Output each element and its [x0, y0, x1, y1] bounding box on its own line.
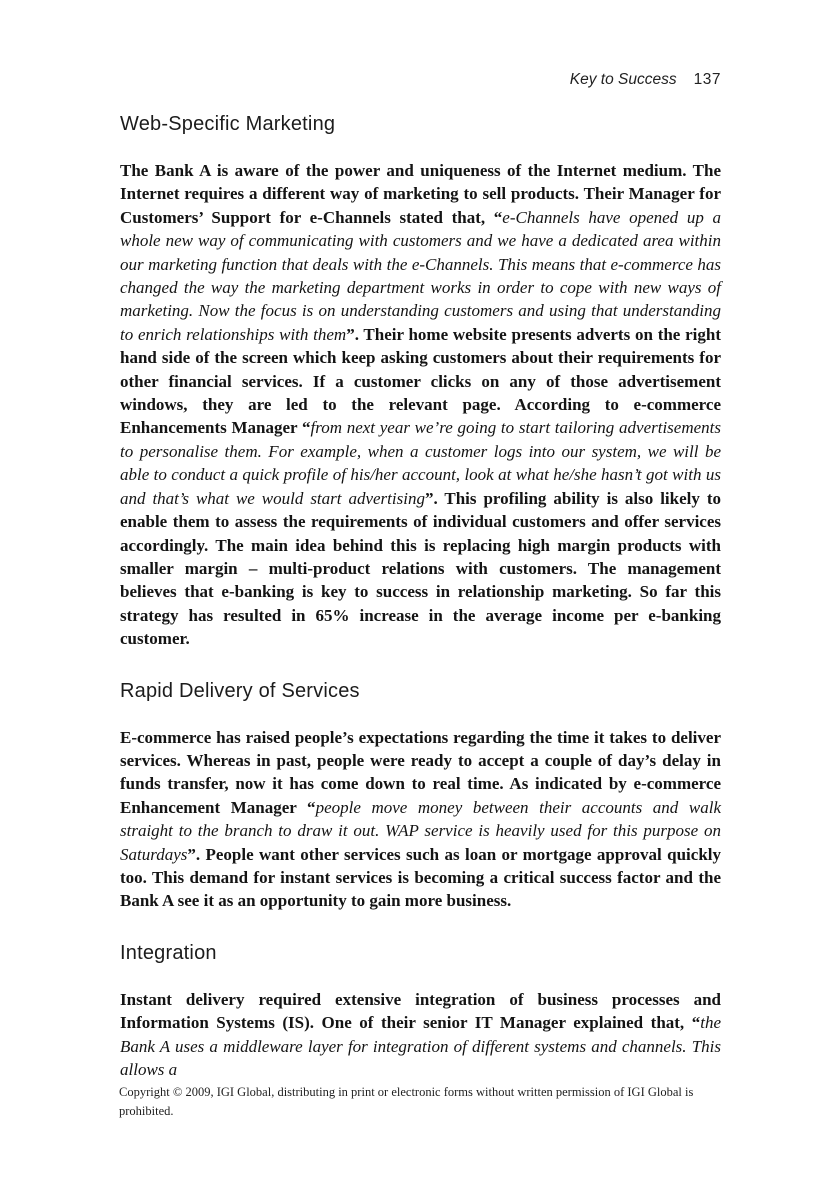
body-paragraph [120, 159, 721, 651]
body-paragraph [120, 988, 721, 1082]
body-text: ”. People want other services such as loan or mortgage approval quickly too. This demand for instant services is becoming a critical success factor and the Bank A see it as an opportunity to gain more business. [120, 844, 721, 911]
body-text: ”. Their home website presents adverts on the right hand side of the screen which keep asking customers about their requirements for other financial services. If a customer clicks on any of those advertisement windows, they are led to the relevant page. According to e-commerce Enhancements Manager “ [120, 324, 721, 438]
quoted-text: the Bank A uses a middleware layer for integration of different systems and channels. This allows a [120, 1013, 721, 1079]
body-text: E-commerce has raised people’s expectations regarding the time it takes to deliver services. Whereas in past, people were ready to accept a couple of day’s delay in funds transfer, now it has come down to real time. As indicated by e-commerce Enhancement Manager “ [120, 727, 721, 817]
page-body [120, 113, 721, 1081]
body-text: Instant delivery required extensive integration of business processes and Information Systems (IS). One of their senior IT Manager explained that, “ [120, 989, 721, 1033]
section-heading: Web-Specific Marketing [120, 113, 336, 135]
quoted-text: people move money between their accounts and walk straight to the branch to draw it out. WAP service is heavily used for this purpose on Saturdays [120, 797, 721, 864]
running-title: Key to Success [569, 71, 677, 88]
body-text: The Bank A is aware of the power and uniqueness of the Internet medium. The Internet requires a different way of marketing to sell products. Their Manager for Customers’ Support for e-Channels stated that, “ [120, 161, 721, 227]
copyright-notice: Copyright © 2009, IGI Global, distributing in print or electronic forms without written permission of IGI Global is prohibited. [119, 1085, 694, 1118]
page-header [120, 71, 721, 89]
quoted-text: from next year we’re going to start tailoring advertisements to personalise them. For example, when a customer logs into our system, we will be able to conduct a quick profile of his/her account, look at what he/she hasn’t got with us and that’s what we would start advertising [120, 418, 721, 508]
section-heading: Rapid Delivery of Services [120, 679, 360, 702]
body-text: ”. This profiling ability is also likely to enable them to assess the requirements of individual customers and offer services accordingly. The main idea behind this is replacing high margin products with smaller margin – multi-product relations with customers. The management believes that e-banking is key to success in relationship marketing. So far this strategy has resulted in 65% increase in the average income per e-banking customer. [120, 488, 721, 649]
page-number: 137 [693, 71, 721, 88]
quoted-text: e-Channels have opened up a whole new way of communicating with customers and we have a dedicated area within our marketing function that deals with the e-Channels. This means that e-commerce has changed the way the marketing department works in order to cope with new ways of marketing. Now the focus is on understanding customers and using that understanding to enrich relationships with them [120, 207, 721, 344]
body-paragraph [120, 726, 721, 913]
section-heading: Integration [120, 941, 217, 964]
